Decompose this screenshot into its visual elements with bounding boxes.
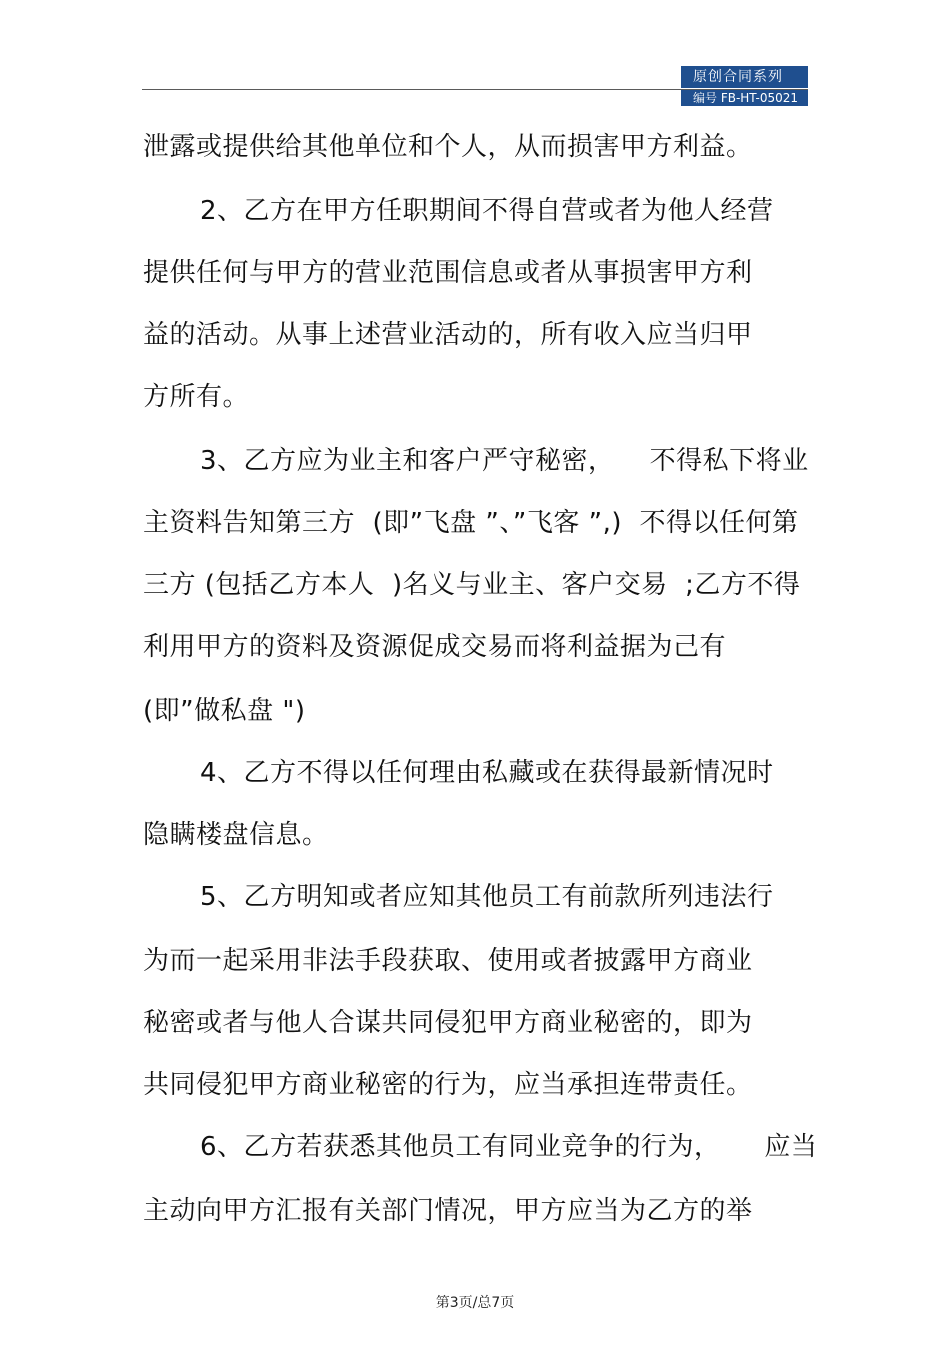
- text-line: 三方 (包括乙方本人 )名义与业主、客户交易 ;乙方不得: [143, 570, 801, 600]
- page-number: 第3页/总7页: [435, 1295, 515, 1311]
- text-line: 方所有。: [143, 382, 250, 412]
- text-line: 5、乙方明知或者应知其他员工有前款所列违法行: [200, 882, 774, 912]
- text-line: 主动向甲方汇报有关部门情况，甲方应当为乙方的举: [143, 1196, 753, 1226]
- text-line: 3、乙方应为业主和客户严守秘密， 不得私下将业: [200, 446, 809, 476]
- text-line: 4、乙方不得以任何理由私藏或在获得最新情况时: [200, 758, 774, 788]
- text-line: 2、乙方在甲方任职期间不得自营或者为他人经营: [200, 196, 774, 226]
- text-line: 隐瞒楼盘信息。: [143, 820, 329, 850]
- text-line: 益的活动。从事上述营业活动的，所有收入应当归甲: [143, 320, 753, 350]
- text-line: 主资料告知第三方 (即”飞盘 ”、”飞客 ”,) 不得以任何第: [143, 508, 799, 538]
- text-line: (即”做私盘 "): [143, 696, 306, 726]
- text-line: 共同侵犯甲方商业秘密的行为，应当承担连带责任。: [143, 1070, 753, 1100]
- text-line: 为而一起采用非法手段获取、使用或者披露甲方商业: [143, 946, 753, 976]
- series-label: 原创合同系列: [681, 66, 808, 88]
- text-line: 利用甲方的资料及资源促成交易而将利益据为己有: [143, 632, 727, 662]
- text-line: 泄露或提供给其他单位和个人，从而损害甲方利益。: [143, 132, 753, 162]
- text-line: 6、乙方若获悉其他员工有同业竞争的行为， 应当: [200, 1132, 818, 1162]
- text-line: 提供任何与甲方的营业范围信息或者从事损害甲方利: [143, 258, 753, 288]
- document-number: 编号 FB-HT-05021: [681, 90, 808, 106]
- text-line: 秘密或者与他人合谋共同侵犯甲方商业秘密的，即为: [143, 1008, 753, 1038]
